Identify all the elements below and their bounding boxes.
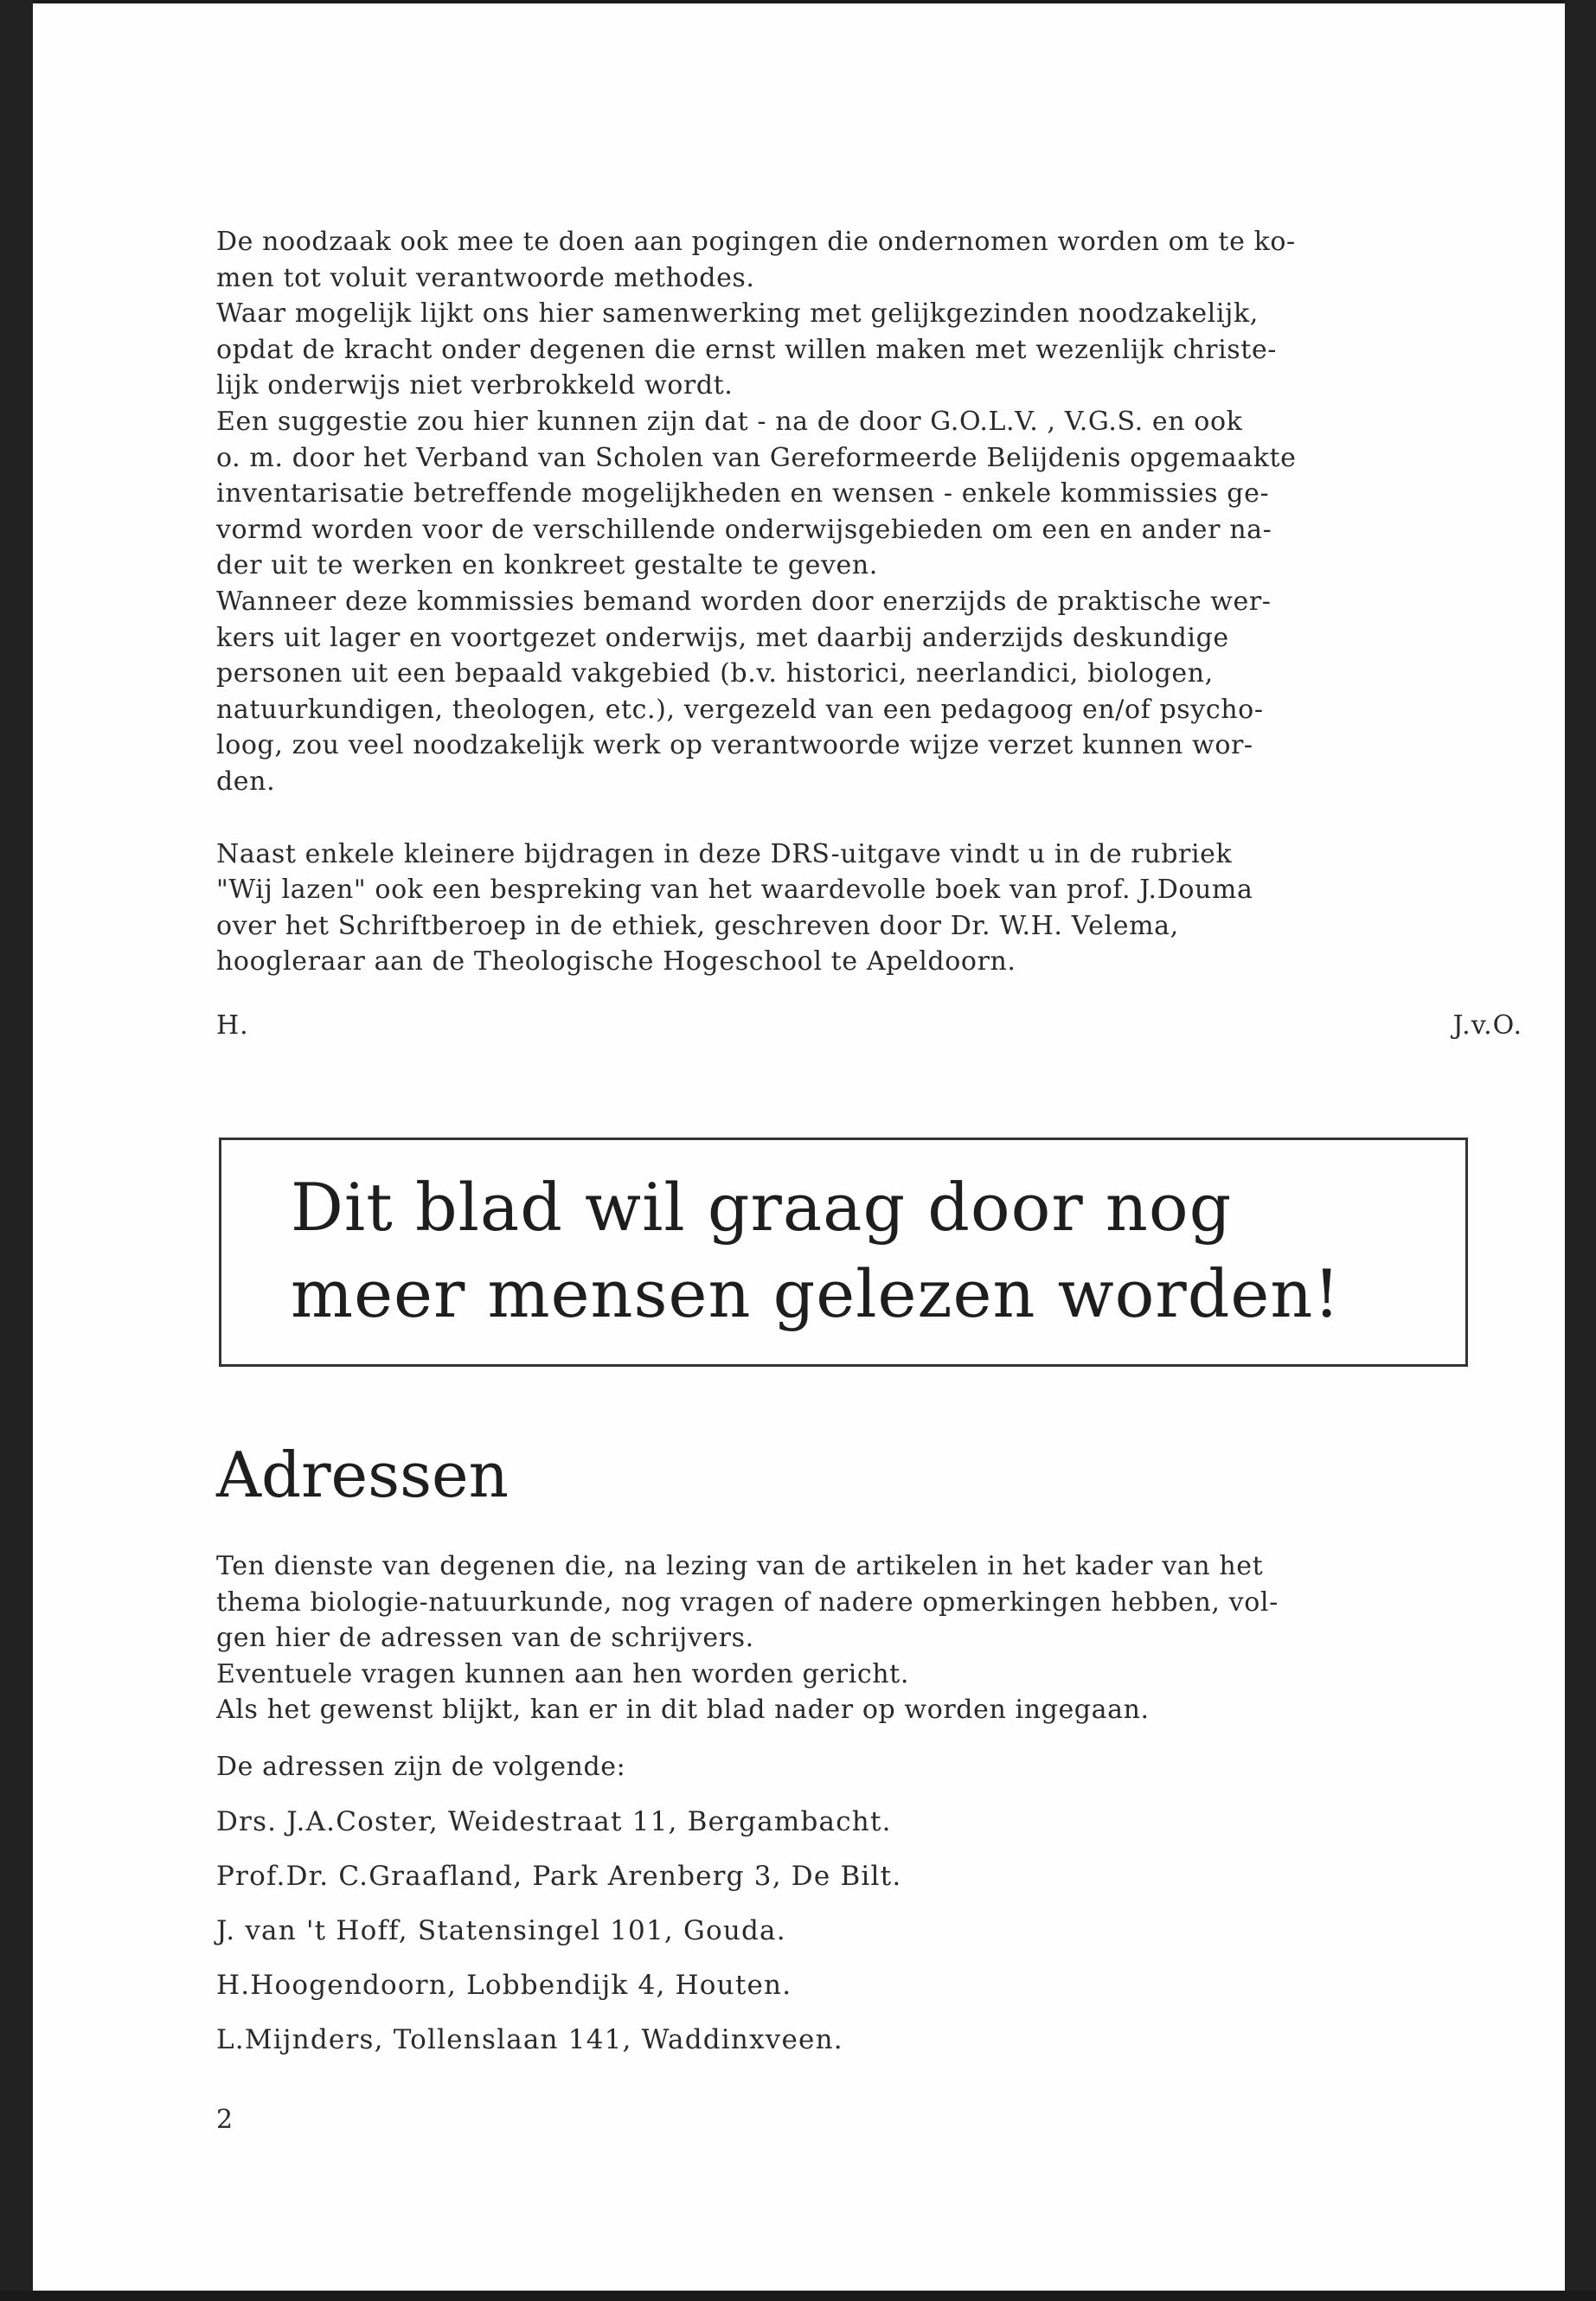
address-list [216, 1804, 901, 2076]
address-item: Drs. J.A.Coster, Weidestraat 11, Bergambacht. [216, 1806, 892, 1837]
text-line: over het Schriftberoep in de ethiek, geschreven door Dr. W.H. Velema, [216, 910, 1179, 941]
text-line: Ten dienste van degenen die, na lezing van de artikelen in het kader van het [216, 1551, 1264, 1581]
text-line: hoogleraar aan de Theologische Hogeschool te Apeldoorn. [216, 946, 1016, 977]
text-line: Wanneer deze kommissies bemand worden door enerzijds de praktische wer- [216, 586, 1272, 617]
address-item: Prof.Dr. C.Graafland, Park Arenberg 3, De Bilt. [216, 1861, 902, 1892]
text-line: loog, zou veel noodzakelijk werk op verantwoorde wijze verzet kunnen wor- [216, 730, 1253, 761]
section-title-adressen: Adressen [216, 1439, 509, 1511]
address-item: J. van 't Hoff, Statensingel 101, Gouda. [216, 1915, 786, 1946]
text-line: inventarisatie betreffende mogelijkheden en wensen - enkele kommissies ge- [216, 478, 1270, 510]
addresses-lead: De adressen zijn de volgende: [216, 1752, 626, 1782]
promo-banner [219, 1138, 1468, 1367]
text-line: natuurkundigen, theologen, etc.), vergezeld van een pedagoog en/of psycho- [216, 694, 1264, 725]
text-line: der uit te werken en konkreet gestalte te geven. [216, 550, 878, 581]
scan-border-bottom [0, 2291, 1596, 2301]
adressen-intro [216, 1548, 1471, 1728]
text-line: personen uit een bepaald vakgebied (b.v. historici, neerlandici, biologen, [216, 658, 1214, 689]
signature-right: J.v.O. [1452, 1009, 1522, 1041]
text-line: Als het gewenst blijkt, kan er in dit blad nader op worden ingegaan. [216, 1695, 1150, 1726]
text-line: lijk onderwijs niet verbrokkeld wordt. [216, 370, 734, 401]
text-line: Eventuele vragen kunnen aan hen worden gericht. [216, 1658, 909, 1689]
page-number: 2 [216, 2105, 234, 2135]
text-line: De noodzaak ook mee te doen aan pogingen die ondernomen worden om te ko- [216, 227, 1296, 257]
signature-row [216, 1008, 1522, 1044]
text-line: Een suggestie zou hier kunnen zijn dat - na de door G.O.L.V. , V.G.S. en ook [216, 406, 1243, 437]
address-item: H.Hoogendoorn, Lobbendijk 4, Houten. [216, 1970, 792, 2001]
paragraph-methodes [216, 224, 1522, 800]
text-line: opdat de kracht onder degenen die ernst willen maken met wezenlijk christe- [216, 334, 1278, 365]
text-line: vormd worden voor de verschillende onderwijsgebieden om een en ander na- [216, 514, 1272, 545]
text-line: Naast enkele kleinere bijdragen in deze DRS-uitgave vindt u in de rubriek [216, 838, 1233, 869]
text-line: gen hier de adressen van de schrijvers. [216, 1623, 754, 1654]
text-line: kers uit lager en voortgezet onderwijs, met daarbij anderzijds deskundige [216, 622, 1229, 653]
text-line: men tot voluit verantwoorde methodes. [216, 262, 755, 293]
article-continuation [216, 224, 1522, 1044]
signature-left: H. [216, 1009, 249, 1041]
text-line: "Wij lazen" ook een bespreking van het waardevolle boek van prof. J.Douma [216, 875, 1253, 906]
paragraph-wij-lazen [216, 836, 1522, 980]
text-line: den. [216, 766, 276, 797]
scan-border-left [0, 0, 33, 2301]
text-line: thema biologie-natuurkunde, nog vragen of nadere opmerkingen hebben, vol- [216, 1586, 1279, 1618]
paragraph-spacer [216, 800, 1522, 836]
address-item: L.Mijnders, Tollenslaan 141, Waddinxveen. [216, 2024, 843, 2055]
scan-border-right [1565, 0, 1596, 2301]
banner-line-1: Dit blad wil graag door nog [291, 1169, 1233, 1246]
text-line: Waar mogelijk lijkt ons hier samenwerking met gelijkgezinden noodzakelijk, [216, 298, 1259, 330]
banner-line-2: meer mensen gelezen worden! [291, 1255, 1341, 1332]
text-line: o. m. door het Verband van Scholen van Gereformeerde Belijdenis opgemaakte [216, 442, 1297, 473]
